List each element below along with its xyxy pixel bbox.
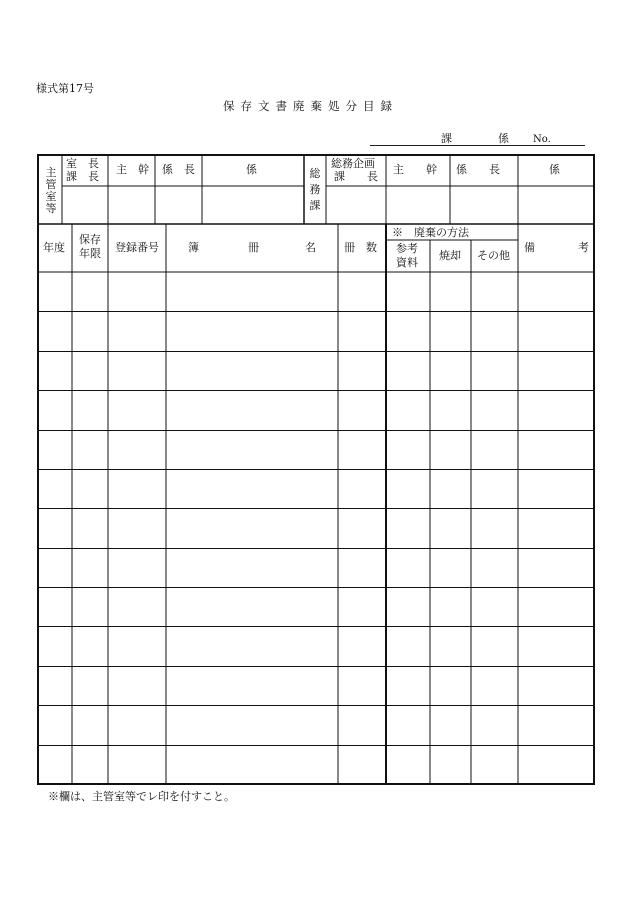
somukikaku-label-1: 総務企画 (331, 157, 375, 170)
col-bosatsu-1: 簿 (188, 241, 199, 254)
dept-label: 主 管 室 等 (45, 166, 57, 215)
kakari2-label: 係 (549, 163, 560, 176)
col-biko-2: 考 (578, 241, 589, 254)
sig-no-label: No. (533, 134, 551, 145)
col-method-header: ※ 廃棄の方法 (392, 226, 469, 239)
col-shokyaku: 焼却 (439, 249, 461, 262)
col-biko-1: 備 (524, 241, 535, 254)
col-hozon-2: 年限 (79, 247, 101, 260)
kakaricho2-label: 係 長 (456, 163, 500, 176)
page-title: 保存文書廃棄処分目録 (223, 99, 398, 113)
col-bosatsu-3: 名 (305, 241, 316, 254)
col-bosatsu-2: 冊 (248, 241, 259, 254)
col-sonota: その他 (477, 249, 510, 262)
shukan-label: 主 幹 (116, 163, 149, 176)
somu-label: 総 務 課 (309, 167, 321, 212)
col-toroku: 登録番号 (115, 241, 159, 254)
sig-kakari-label: 係 (498, 132, 509, 145)
shukan2-label: 主 幹 (393, 163, 437, 176)
kakaricho-label: 係 長 (162, 163, 195, 176)
kakari-label: 係 (246, 163, 257, 176)
col-sanko-2: 資料 (396, 256, 418, 269)
col-nendo: 年度 (43, 241, 65, 254)
col-sassu: 冊 数 (344, 241, 377, 254)
row-lines (38, 312, 594, 746)
sig-ka-label: 課 (441, 132, 452, 145)
shitsucho-label-2: 課 長 (66, 170, 99, 183)
col-hozon-1: 保存 (79, 233, 101, 246)
somukikaku-label-2: 課 長 (334, 170, 378, 183)
form-number: 様式第17号 (36, 82, 94, 95)
col-sanko-1: 参考 (396, 242, 418, 255)
footer-note: ※欄は、主管室等でレ印を付すこと。 (48, 790, 235, 803)
shitsucho-label-1: 室 長 (66, 157, 99, 170)
